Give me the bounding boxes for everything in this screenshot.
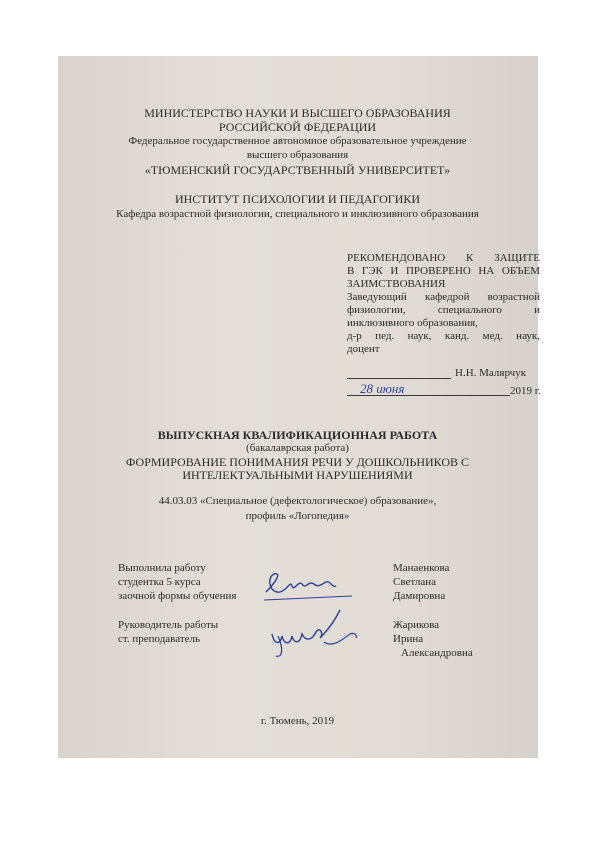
department-name: Кафедра возрастной физиологии, специального и инклюзивного образования (116, 208, 479, 220)
institution-type-line: Федеральное государственное автономное образовательное учреждение (128, 135, 467, 147)
head-title-1: Заведующий кафедрой возрастной (347, 291, 540, 303)
program-line: 44.03.03 «Специальное (дефектологическое) образование», (158, 495, 437, 507)
head-name: Н.Н. Малярчук (455, 367, 527, 379)
supervisor-surname: Жарикова (393, 619, 440, 631)
work-type: ВЫПУСКНАЯ КВАЛИФИКАЦИОННАЯ РАБОТА (157, 428, 438, 442)
work-level: (бакалаврская работа) (246, 442, 349, 454)
student-role-1: Выполнила работу (118, 562, 206, 574)
ministry-line: МИНИСТЕРСТВО НАУКИ И ВЫСШЕГО ОБРАЗОВАНИЯ (144, 106, 451, 120)
supervisor-role-2: ст. преподаватель (118, 633, 201, 645)
work-title-line-1: ФОРМИРОВАНИЕ ПОНИМАНИЯ РЕЧИ У ДОШКОЛЬНИКОВ С (125, 455, 470, 469)
student-surname: Манаенкова (393, 562, 450, 574)
head-title-3: инклюзивного образования, (347, 317, 478, 329)
head-degree-2: доцент (347, 343, 380, 355)
approval-line-2: В ГЭК И ПРОВЕРЕНО НА ОБЪЕМ (347, 265, 540, 277)
institute-name: ИНСТИТУТ ПСИХОЛОГИИ И ПЕДАГОГИКИ (174, 192, 421, 206)
approval-year: 2019 г. (510, 385, 541, 397)
student-patronymic: Дамировна (393, 590, 446, 602)
institution-level-line: высшего образования (246, 149, 349, 161)
head-signature-line (347, 378, 451, 379)
head-degree-1: д-р пед. наук, канд. мед. наук, (347, 330, 540, 342)
work-title-line-2: ИНТЕЛЕКТУАЛЬНЫМИ НАРУШЕНИЯМИ (182, 468, 413, 482)
supervisor-patronymic: Александровна (401, 647, 473, 659)
profile-line: профиль «Логопедия» (245, 510, 350, 522)
approval-block (347, 252, 540, 356)
supervisor-first-name: Ирина (393, 633, 424, 645)
city-year: г. Тюмень, 2019 (260, 715, 335, 727)
supervisor-signature (262, 600, 372, 667)
student-role-3: заочной формы обучения (118, 590, 237, 602)
handwritten-date: 28 июня (360, 381, 405, 396)
approval-line-3: ЗАИМСТВОВАНИЯ (347, 278, 446, 290)
approval-line-1: РЕКОМЕНДОВАНО К ЗАЩИТЕ (347, 252, 540, 264)
university-name: «ТЮМЕНСКИЙ ГОСУДАРСТВЕННЫЙ УНИВЕРСИТЕТ» (144, 163, 451, 177)
student-role-2: студентка 5 курса (118, 576, 201, 588)
student-first-name: Светлана (393, 576, 437, 588)
country-line: РОССИЙСКОЙ ФЕДЕРАЦИИ (218, 120, 377, 134)
supervisor-role-1: Руководитель работы (118, 619, 219, 631)
head-title-2: физиологии, специального и (347, 304, 540, 316)
